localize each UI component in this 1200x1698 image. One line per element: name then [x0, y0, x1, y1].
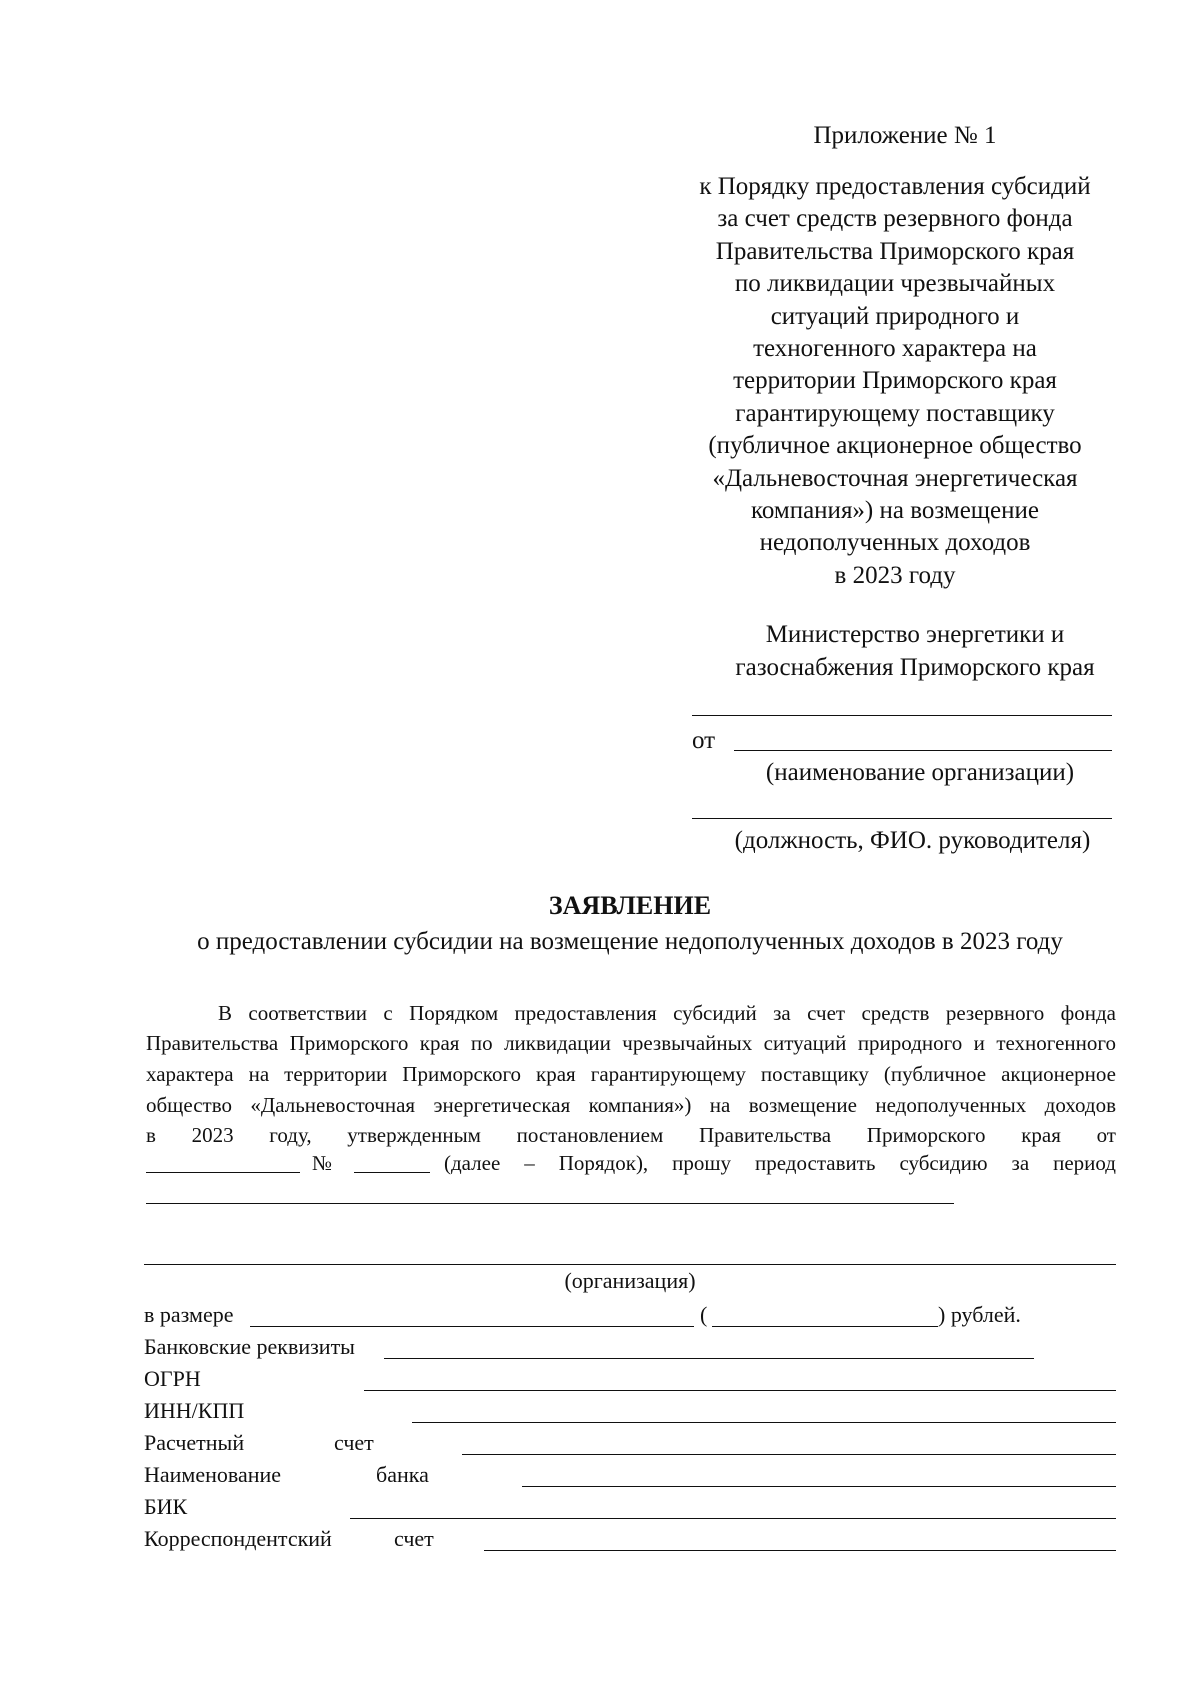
organization-name-blank[interactable]: [734, 750, 1112, 751]
amount-in-words-blank[interactable]: [712, 1326, 938, 1327]
decree-number-sign: №: [312, 1151, 333, 1175]
appendix-line: (публичное акционерное общество: [708, 432, 1082, 460]
bank-details-blank[interactable]: [384, 1358, 1034, 1359]
corr-account-label: Корреспондентский: [144, 1526, 332, 1551]
appendix-reference: [660, 171, 1130, 592]
appendix-line: техногенного характера на: [753, 335, 1037, 363]
appendix-line: за счет средств резервного фонда: [717, 205, 1073, 233]
organization-name-caption: (наименование организации): [765, 759, 1075, 786]
appendix-line: гарантирующему поставщику: [735, 399, 1055, 427]
appendix-line: по ликвидации чрезвычайных: [734, 270, 1056, 298]
appendix-title: Приложение № 1: [813, 122, 997, 149]
amount-label: в размере: [144, 1302, 234, 1327]
inn-kpp-blank[interactable]: [412, 1422, 1116, 1423]
amount-open-paren: (: [700, 1302, 708, 1327]
bik-blank[interactable]: [350, 1518, 1116, 1519]
body-line: (далее – Порядок), прошу предоставить субсидию за период: [444, 1151, 1116, 1175]
bank-name-label-2: банка: [376, 1462, 429, 1487]
body-line: В соответствии с Порядком предоставления субсидий за счет средств резервного фонда: [218, 1001, 1116, 1025]
addressee-line: Министерство энергетики и: [765, 621, 1065, 648]
inn-kpp-label: ИНН/КПП: [144, 1398, 245, 1423]
bik-label: БИК: [144, 1494, 188, 1519]
period-blank[interactable]: [146, 1203, 954, 1204]
addressee-line: газоснабжения Приморского края: [735, 654, 1095, 681]
amount-currency: ) рублей.: [938, 1302, 1021, 1327]
amount-in-digits-blank[interactable]: [250, 1326, 694, 1327]
appendix-line: к Порядку предоставления субсидий: [699, 173, 1091, 200]
settlement-account-label-2: счет: [334, 1430, 374, 1455]
addressee-blank-line[interactable]: [692, 715, 1112, 716]
organization-blank[interactable]: [144, 1264, 1116, 1265]
bank-details-label: Банковские реквизиты: [144, 1334, 355, 1359]
appendix-line: ситуаций природного и: [770, 302, 1020, 330]
appendix-line: компания») на возмещение: [750, 497, 1040, 525]
organization-caption: (организация): [564, 1268, 696, 1293]
appendix-line: Правительства Приморского края: [715, 237, 1075, 265]
decree-date-blank[interactable]: [146, 1172, 300, 1173]
body-line: характера на территории Приморского края гарантирующему поставщику (публичное акционерное: [146, 1062, 1116, 1086]
settlement-account-label: Расчетный: [144, 1430, 245, 1455]
bank-name-blank[interactable]: [522, 1486, 1116, 1487]
settlement-account-blank[interactable]: [462, 1454, 1116, 1455]
body-line: Правительства Приморского края по ликвидации чрезвычайных ситуаций природного и техногенного: [146, 1031, 1116, 1055]
appendix-line: в 2023 году: [834, 561, 956, 589]
head-name-caption: (должность, ФИО. руководителя): [734, 827, 1091, 854]
appendix-line: территории Приморского края: [733, 367, 1057, 395]
appendix-line: «Дальневосточная энергетическая: [712, 464, 1078, 492]
head-name-blank[interactable]: [692, 818, 1112, 819]
appendix-line: недополученных доходов: [759, 529, 1031, 557]
addressee-ministry: [690, 618, 1140, 684]
document-subtitle: о предоставлении субсидии на возмещение недополученных доходов в 2023 году: [197, 928, 1063, 955]
ogrn-blank[interactable]: [364, 1390, 1116, 1391]
body-line: общество «Дальневосточная энергетическая компания») на возмещение недополученных доходов: [146, 1093, 1116, 1117]
document-title: ЗАЯВЛЕНИЕ: [548, 891, 712, 920]
ogrn-label: ОГРН: [144, 1366, 201, 1391]
decree-number-blank[interactable]: [354, 1172, 430, 1173]
body-line: в 2023 году, утвержденным постановлением Правительства Приморского края от: [146, 1123, 1116, 1147]
corr-account-blank[interactable]: [484, 1550, 1116, 1551]
from-label: от: [692, 727, 716, 754]
bank-name-label: Наименование: [144, 1462, 282, 1487]
corr-account-label-2: счет: [394, 1526, 434, 1551]
